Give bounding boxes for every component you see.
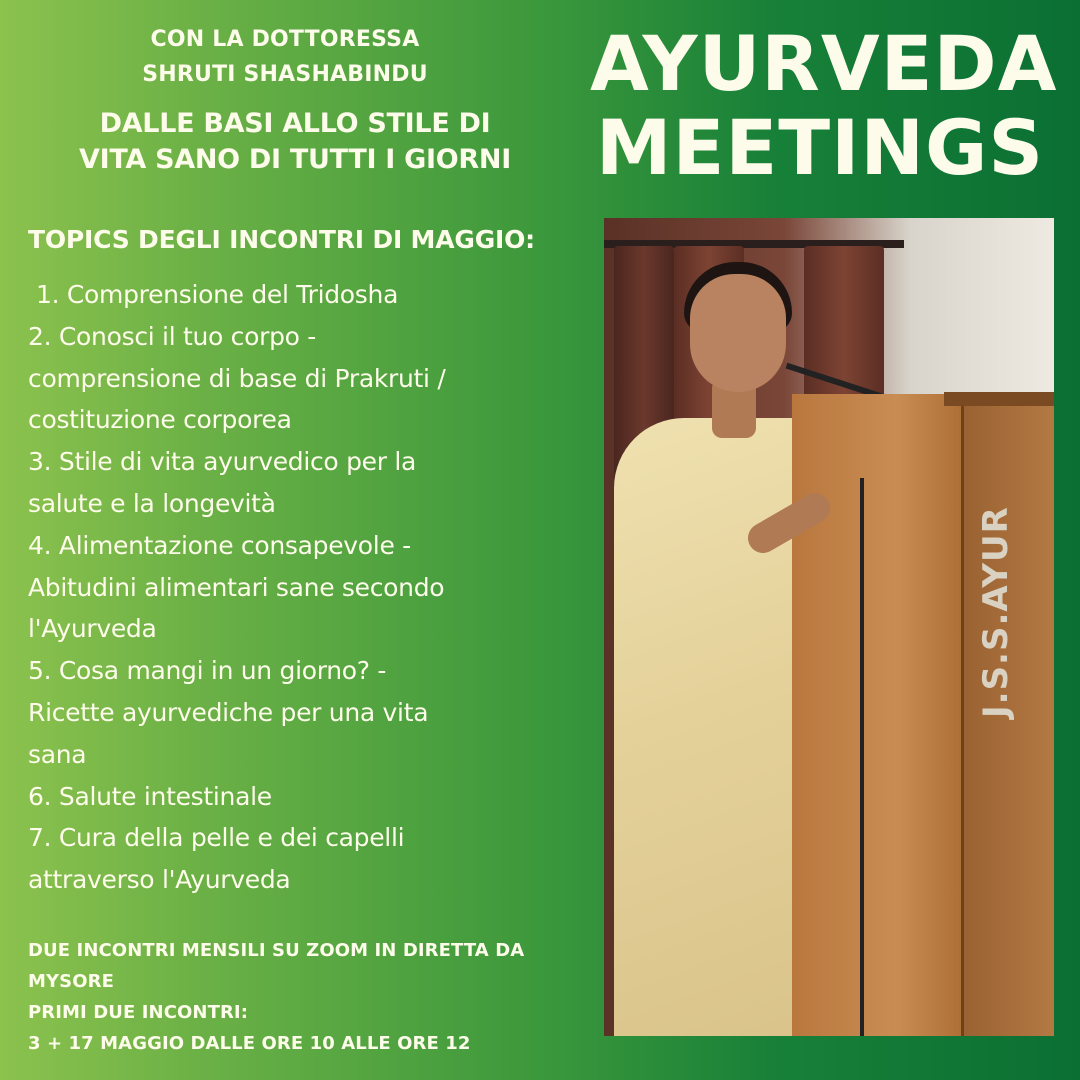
podium-panel — [961, 406, 1054, 1036]
subtitle-line-2: VITA SANO DI TUTTI I GIORNI — [79, 144, 511, 175]
footer-info — [28, 935, 588, 1059]
topic-line: 2. Conosci il tuo corpo - — [28, 321, 317, 351]
topics-list — [28, 274, 588, 901]
footer-line-2: MYSORE — [28, 971, 114, 992]
microphone-cable — [860, 478, 864, 1036]
topic-line: 7. Cura della pelle e dei capelli — [28, 823, 405, 853]
topic-line: sana — [28, 739, 87, 769]
main-title — [590, 19, 1058, 192]
byline-line-1: CON LA DOTTORESSA — [150, 27, 420, 52]
topic-line: Ricette ayurvediche per una vita — [28, 697, 429, 727]
topic-line: 6. Salute intestinale — [28, 781, 272, 811]
topic-line: 5. Cosa mangi in un giorno? - — [28, 656, 387, 686]
byline — [50, 22, 520, 92]
footer-line-1: DUE INCONTRI MENSILI SU ZOOM IN DIRETTA DA — [28, 940, 525, 961]
topic-line: l'Ayurveda — [28, 614, 157, 644]
topic-line: costituzione corporea — [28, 405, 292, 435]
topic-line: salute e la longevità — [28, 488, 276, 518]
topic-line: 1. Comprensione del Tridosha — [36, 280, 399, 309]
topic-line: attraverso l'Ayurveda — [28, 865, 291, 895]
footer-line-4: 3 + 17 MAGGIO DALLE ORE 10 ALLE ORE 12 — [28, 1033, 471, 1054]
subtitle-line-1: DALLE BASI ALLO STILE DI — [99, 108, 491, 139]
podium-label: J.S.S.AYUR — [976, 506, 1016, 718]
topic-line: Abitudini alimentari sane secondo — [28, 572, 445, 602]
main-title-line-1: AYURVEDA — [590, 19, 1058, 108]
speaker-photo — [604, 218, 1054, 1036]
byline-line-2: SHRUTI SHASHABINDU — [142, 62, 428, 87]
topic-line: 3. Stile di vita ayurvedico per la — [28, 447, 417, 477]
podium-top — [944, 392, 1054, 406]
topic-line: comprensione di base di Prakruti / — [28, 363, 446, 393]
topic-line: 4. Alimentazione consapevole - — [28, 530, 411, 560]
footer-line-3: PRIMI DUE INCONTRI: — [28, 1002, 249, 1023]
subtitle — [30, 106, 560, 178]
main-title-line-2: MEETINGS — [595, 103, 1045, 192]
topics-heading: TOPICS DEGLI INCONTRI DI MAGGIO: — [28, 225, 535, 254]
speaker-face — [690, 274, 786, 392]
